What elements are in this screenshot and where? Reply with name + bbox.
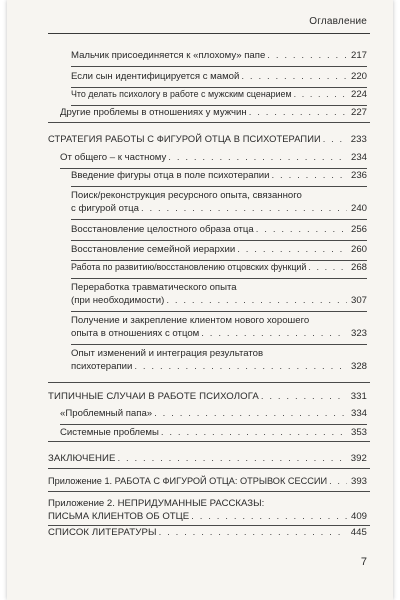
toc-entry-page: 240 — [350, 203, 367, 214]
leader-dots — [161, 426, 347, 439]
toc-entry — [48, 526, 367, 539]
leader-dots — [249, 106, 347, 119]
toc-entry — [71, 189, 367, 220]
toc-entry — [48, 133, 367, 146]
section-rule — [48, 491, 370, 492]
toc-entry — [71, 314, 367, 345]
entry-underline — [71, 344, 367, 345]
leader-dots — [267, 49, 347, 62]
leader-dots — [117, 452, 347, 465]
toc-entry-title: Системные проблемы — [60, 427, 159, 438]
toc-entry-title: Что делать психологу в работе с мужским сценарием — [71, 89, 292, 99]
toc-entry — [71, 347, 367, 373]
toc-entry — [48, 390, 367, 403]
leader-dots — [141, 202, 347, 215]
toc-entry-page: 328 — [350, 361, 367, 372]
entry-underline — [60, 424, 367, 425]
toc-entry-title-cont: с фигурой отца — [71, 203, 139, 214]
toc-entry-title: Восстановление целостного образа отца — [71, 224, 254, 235]
section-rule — [48, 441, 370, 442]
toc-entry-page: 307 — [350, 295, 367, 306]
toc-entry-title: Мальчик присоединяется к «плохому» папе — [71, 50, 266, 61]
running-head: Оглавление — [309, 16, 367, 27]
toc-entry-title: Поиск/реконструкция ресурсного опыта, связанного — [71, 190, 302, 201]
toc-entry — [71, 243, 367, 261]
entry-underline — [71, 219, 367, 220]
toc-entry-title: Восстановление семейной иерархии — [71, 244, 236, 255]
header-rule — [48, 33, 370, 34]
toc-entry — [71, 223, 367, 241]
section-rule — [48, 468, 370, 469]
toc-entry-page: 334 — [350, 408, 367, 419]
toc-entry-title: ЗАКЛЮЧЕНИЕ — [48, 453, 116, 464]
toc-entry-title: Другие проблемы в отношениях у мужчин — [60, 107, 247, 118]
toc-entry-page: 233 — [350, 134, 367, 145]
toc-entry-page: 234 — [350, 152, 367, 163]
toc-entry-title-cont: ПИСЬМА КЛИЕНТОВ ОБ ОТЦЕ — [48, 511, 190, 522]
toc-entry-title: СТРАТЕГИЯ РАБОТЫ С ФИГУРОЙ ОТЦА В ПСИХОТЕРАПИИ — [48, 134, 321, 144]
toc-entry — [48, 475, 367, 488]
section-rule — [48, 122, 370, 123]
toc-entry-page: 323 — [350, 328, 367, 339]
toc-entry-page: 445 — [350, 527, 367, 538]
book-page — [7, 0, 393, 600]
toc-entry-page: 256 — [350, 224, 367, 235]
section-rule — [48, 382, 370, 383]
toc-entry — [71, 281, 367, 312]
leader-dots — [323, 133, 347, 146]
leader-dots — [159, 526, 347, 539]
leader-dots — [191, 510, 347, 523]
leader-dots — [201, 327, 347, 340]
toc-entry — [48, 452, 367, 465]
toc-entry-title: Если сын идентифицируется с мамой — [71, 71, 240, 82]
toc-entry — [71, 261, 367, 279]
toc-entry — [60, 407, 367, 425]
leader-dots — [261, 390, 347, 403]
toc-entry-page: 393 — [350, 476, 367, 487]
toc-entry — [60, 426, 367, 439]
toc-entry — [71, 88, 367, 106]
leader-dots — [241, 70, 347, 83]
toc-entry — [71, 169, 367, 187]
toc-entry-title-cont: психотерапии — [71, 361, 133, 372]
toc-entry-title: Получение и закрепление клиентом нового хорошего — [71, 315, 310, 326]
toc-entry-title: Работа по развитию/восстановлению отцовских функций — [71, 262, 307, 272]
leader-dots — [329, 475, 347, 488]
entry-underline — [71, 278, 367, 279]
leader-dots — [272, 169, 347, 182]
toc-entry — [71, 70, 367, 88]
entry-underline — [71, 66, 367, 67]
toc-entry-title: Приложение 1. РАБОТА С ФИГУРОЙ ОТЦА: ОТРЫВОК СЕССИИ — [48, 476, 328, 486]
toc-entry-title-cont: опыта в отношениях с отцом — [71, 328, 200, 339]
leader-dots — [237, 243, 347, 256]
toc-entry-page: 236 — [350, 170, 367, 181]
leader-dots — [166, 294, 347, 307]
toc-entry-page: 227 — [350, 107, 367, 118]
toc-entry — [71, 49, 367, 67]
toc-entry-page: 392 — [350, 453, 367, 464]
toc-entry-page: 409 — [350, 511, 367, 522]
leader-dots — [294, 88, 347, 101]
toc-entry-title: Переработка травматического опыта — [71, 282, 237, 293]
leader-dots — [256, 223, 347, 236]
entry-underline — [71, 311, 367, 312]
toc-entry-title: От общего – к частному — [60, 152, 167, 163]
toc-entry — [60, 151, 367, 169]
toc-entry-title: Введение фигуры отца в поле психотерапии — [71, 170, 270, 181]
leader-dots — [308, 261, 347, 274]
page-number: 7 — [360, 556, 367, 568]
toc-entry-page: 260 — [350, 244, 367, 255]
leader-dots — [134, 360, 347, 373]
entry-underline — [71, 186, 367, 187]
toc-entry-page: 353 — [350, 427, 367, 438]
toc-entry-title: СПИСОК ЛИТЕРАТУРЫ — [48, 527, 157, 538]
toc-entry-page: 220 — [350, 71, 367, 82]
toc-entry-page: 217 — [350, 50, 367, 61]
toc-entry-page: 331 — [350, 391, 367, 402]
toc-entry-page: 268 — [350, 262, 367, 273]
leader-dots — [168, 151, 347, 164]
toc-entry-title: ТИПИЧНЫЕ СЛУЧАИ В РАБОТЕ ПСИХОЛОГА — [48, 391, 259, 402]
leader-dots — [154, 407, 347, 420]
toc-entry — [48, 497, 367, 523]
toc-entry-title: Опыт изменений и интеграция результатов — [71, 348, 264, 359]
entry-underline — [71, 240, 367, 241]
toc-entry-title: «Проблемный папа» — [60, 408, 153, 419]
toc-entry-title: Приложение 2. НЕПРИДУМАННЫЕ РАССКАЗЫ: — [48, 498, 265, 509]
toc-entry — [60, 106, 367, 119]
toc-entry-page: 224 — [350, 89, 367, 100]
toc-entry-title-cont: (при необходимости) — [71, 295, 165, 306]
